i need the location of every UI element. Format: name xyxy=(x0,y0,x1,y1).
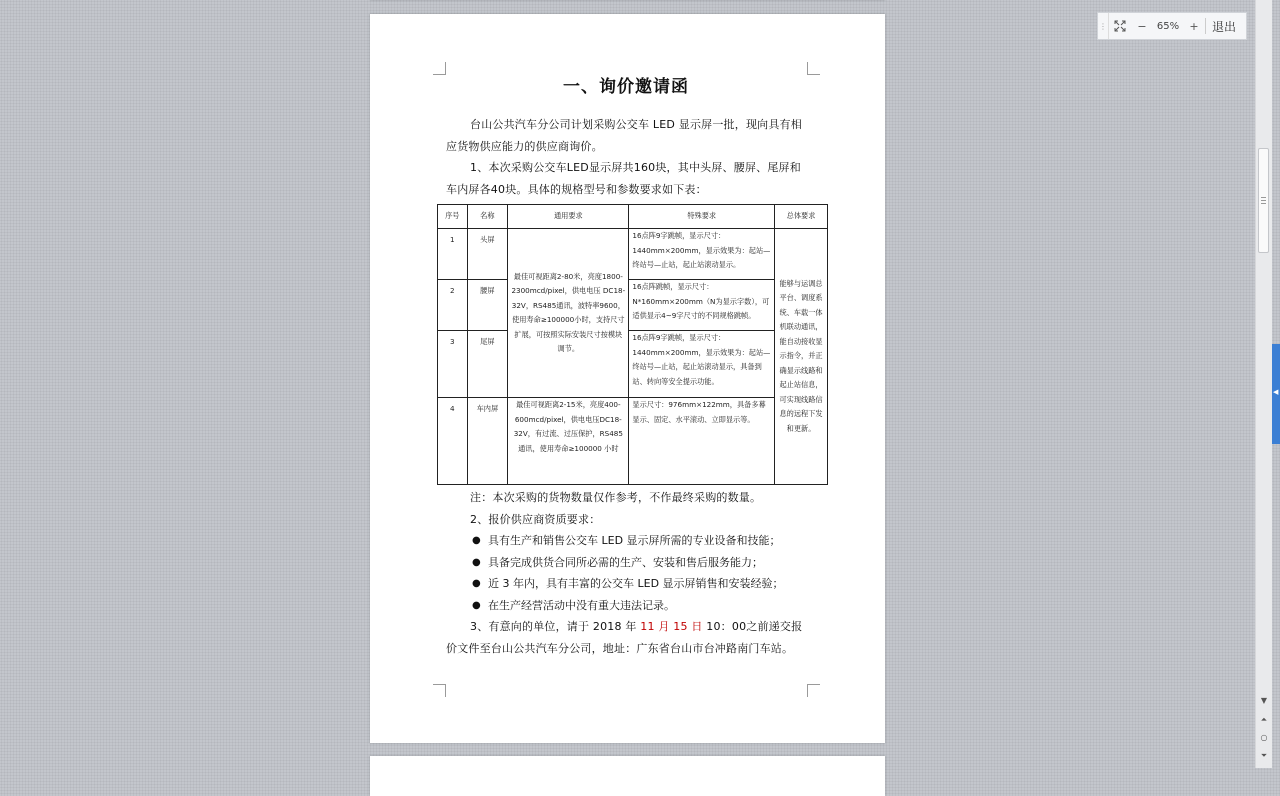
bullet-text: 近 3 年内，具有丰富的公交车 LED 显示屏销售和安装经验； xyxy=(488,577,784,590)
document-body xyxy=(445,72,823,659)
browse-object-icon: ○ xyxy=(1260,733,1268,742)
row-name: 尾屏 xyxy=(467,331,508,398)
row-special: 显示尺寸：976mm×122mm，具备多幕显示、固定、水平滚动、立即显示等。 xyxy=(629,398,775,485)
header-overall: 总体要求 xyxy=(775,205,828,229)
margin-corner-bottom-left xyxy=(433,684,446,697)
row-special: 16点阵9字跳帧，显示尺寸：1440mm×200mm，显示效果为：起站—终站号—止站，起止站滚动显示。 xyxy=(629,229,775,280)
exit-button[interactable]: 退出 xyxy=(1212,19,1237,34)
side-panel-tab[interactable] xyxy=(1272,344,1280,444)
grip-line xyxy=(1261,197,1266,198)
document-title: 一、询价邀请函 xyxy=(563,77,689,97)
row-special: 16点阵跳帧，显示尺寸：N*160mm×200mm（N为显示字数），可适供显示4~9字尺寸的不同规格跳帧。 xyxy=(629,280,775,331)
bullet-text: 具有生产和销售公交车 LED 显示屏所需的专业设备和技能； xyxy=(488,534,781,547)
margin-corner-bottom-right xyxy=(807,684,820,697)
row-name: 腰屏 xyxy=(467,280,508,331)
next-page-button[interactable] xyxy=(1257,750,1271,762)
scroll-down-arrow-icon: ▼ xyxy=(1260,696,1268,705)
bullet-dot-icon: ● xyxy=(472,599,481,611)
bullet-item xyxy=(446,595,806,617)
prev-page-icon: ⏶ xyxy=(1260,715,1268,724)
zoom-toolbar xyxy=(1097,12,1247,40)
zoom-in-button[interactable]: + xyxy=(1189,19,1199,33)
row-name: 车内屏 xyxy=(467,398,508,485)
item3-text: 3、有意向的单位，请于 2018 年 xyxy=(470,620,641,633)
table-header-row xyxy=(438,205,828,229)
bullet-text: 具备完成供货合同所必需的生产、安装和售后服务能力； xyxy=(488,555,763,569)
grip-line xyxy=(1261,200,1266,201)
row-no: 2 xyxy=(438,280,468,331)
header-name: 名称 xyxy=(467,205,508,229)
document-page xyxy=(370,14,885,743)
bullet-item xyxy=(446,552,806,574)
row-special: 16点阵9字跳帧，显示尺寸：1440mm×200mm，显示效果为：起站—终站号—止站，起止站滚动显示，具备到站、转向等安全提示功能。 xyxy=(629,331,775,398)
fit-screen-button[interactable] xyxy=(1109,13,1131,39)
toolbar-drag-handle[interactable]: ⋮ xyxy=(1098,13,1109,39)
margin-corner-top-right xyxy=(807,62,820,75)
browse-object-button[interactable] xyxy=(1257,732,1271,744)
table-row xyxy=(438,331,828,398)
table-row xyxy=(438,398,828,485)
note-paragraph: 注：本次采购的货物数量仅作参考，不作最终采购的数量。 xyxy=(470,491,762,504)
item2-paragraph: 2、报价供应商资质要求： xyxy=(470,512,601,526)
item3-text-rest: 10：00之前递交报价文件至台山公共汽车分公司，地址：广东省台山市台冲路南门车站。 xyxy=(446,620,803,655)
header-special: 特殊要求 xyxy=(629,205,775,229)
item3-paragraph xyxy=(446,616,806,659)
item1-paragraph: 1、本次采购公交车LED显示屏共160块，其中头屏、腰屏、尾屏和车内屏各40块。具体的规格型号和参数要求如下表： xyxy=(446,161,801,196)
header-no: 序号 xyxy=(438,205,468,229)
deadline-date: 11 月 15 日 xyxy=(640,620,703,633)
row-no: 3 xyxy=(438,331,468,398)
collapse-left-icon: ◀ xyxy=(1273,388,1279,396)
bullet-item xyxy=(446,573,806,595)
bullet-text: 在生产经营活动中没有重大违法记录。 xyxy=(488,598,675,612)
next-page-icon: ⏷ xyxy=(1260,751,1268,760)
grip-line xyxy=(1261,203,1266,204)
row-no: 1 xyxy=(438,229,468,280)
intro-paragraph: 台山公共汽车分公司计划采购公交车 LED 显示屏一批，现向具有相应货物供应能力的供应商询价。 xyxy=(446,118,802,153)
bullet-dot-icon: ● xyxy=(472,535,481,546)
spec-table xyxy=(437,204,828,485)
table-row xyxy=(438,280,828,331)
row-general: 最佳可视距离2-15米，亮度400-600mcd/pixel，供电电压DC18-32V，有过流、过压保护，RS485通讯，使用寿命≥100000 小时 xyxy=(508,398,629,485)
general-requirements-shared: 最佳可视距离2-80米，亮度1800-2300mcd/pixel，供电电压 DC18-32V，RS485通讯，波特率9600，使用寿命≥100000小时，支持尺寸扩展，可按照实际安装尺寸按模块调节。 xyxy=(508,229,629,398)
next-page xyxy=(370,756,885,796)
zoom-out-button[interactable]: − xyxy=(1137,19,1147,33)
scroll-down-button[interactable] xyxy=(1257,695,1271,707)
header-general: 通用要求 xyxy=(508,205,629,229)
table-row xyxy=(438,229,828,280)
bullet-dot-icon: ● xyxy=(472,556,481,568)
margin-corner-top-left xyxy=(433,62,446,75)
zoom-level[interactable]: 65% xyxy=(1156,20,1180,32)
overall-requirements: 能够与运调总平台、调度系统、车载一体机联动通讯，能自动接收显示指令，并正确显示线路和起止站信息，可实现线路信息的远程下发和更新。 xyxy=(775,229,828,485)
bullet-dot-icon: ● xyxy=(472,578,481,589)
fit-screen-icon xyxy=(1114,20,1126,32)
scrollbar-thumb[interactable] xyxy=(1258,148,1269,253)
bullet-item xyxy=(446,530,806,552)
prev-page-button[interactable] xyxy=(1257,714,1271,726)
row-no: 4 xyxy=(438,398,468,485)
vertical-scrollbar[interactable] xyxy=(1255,0,1272,768)
row-name: 头屏 xyxy=(467,229,508,280)
